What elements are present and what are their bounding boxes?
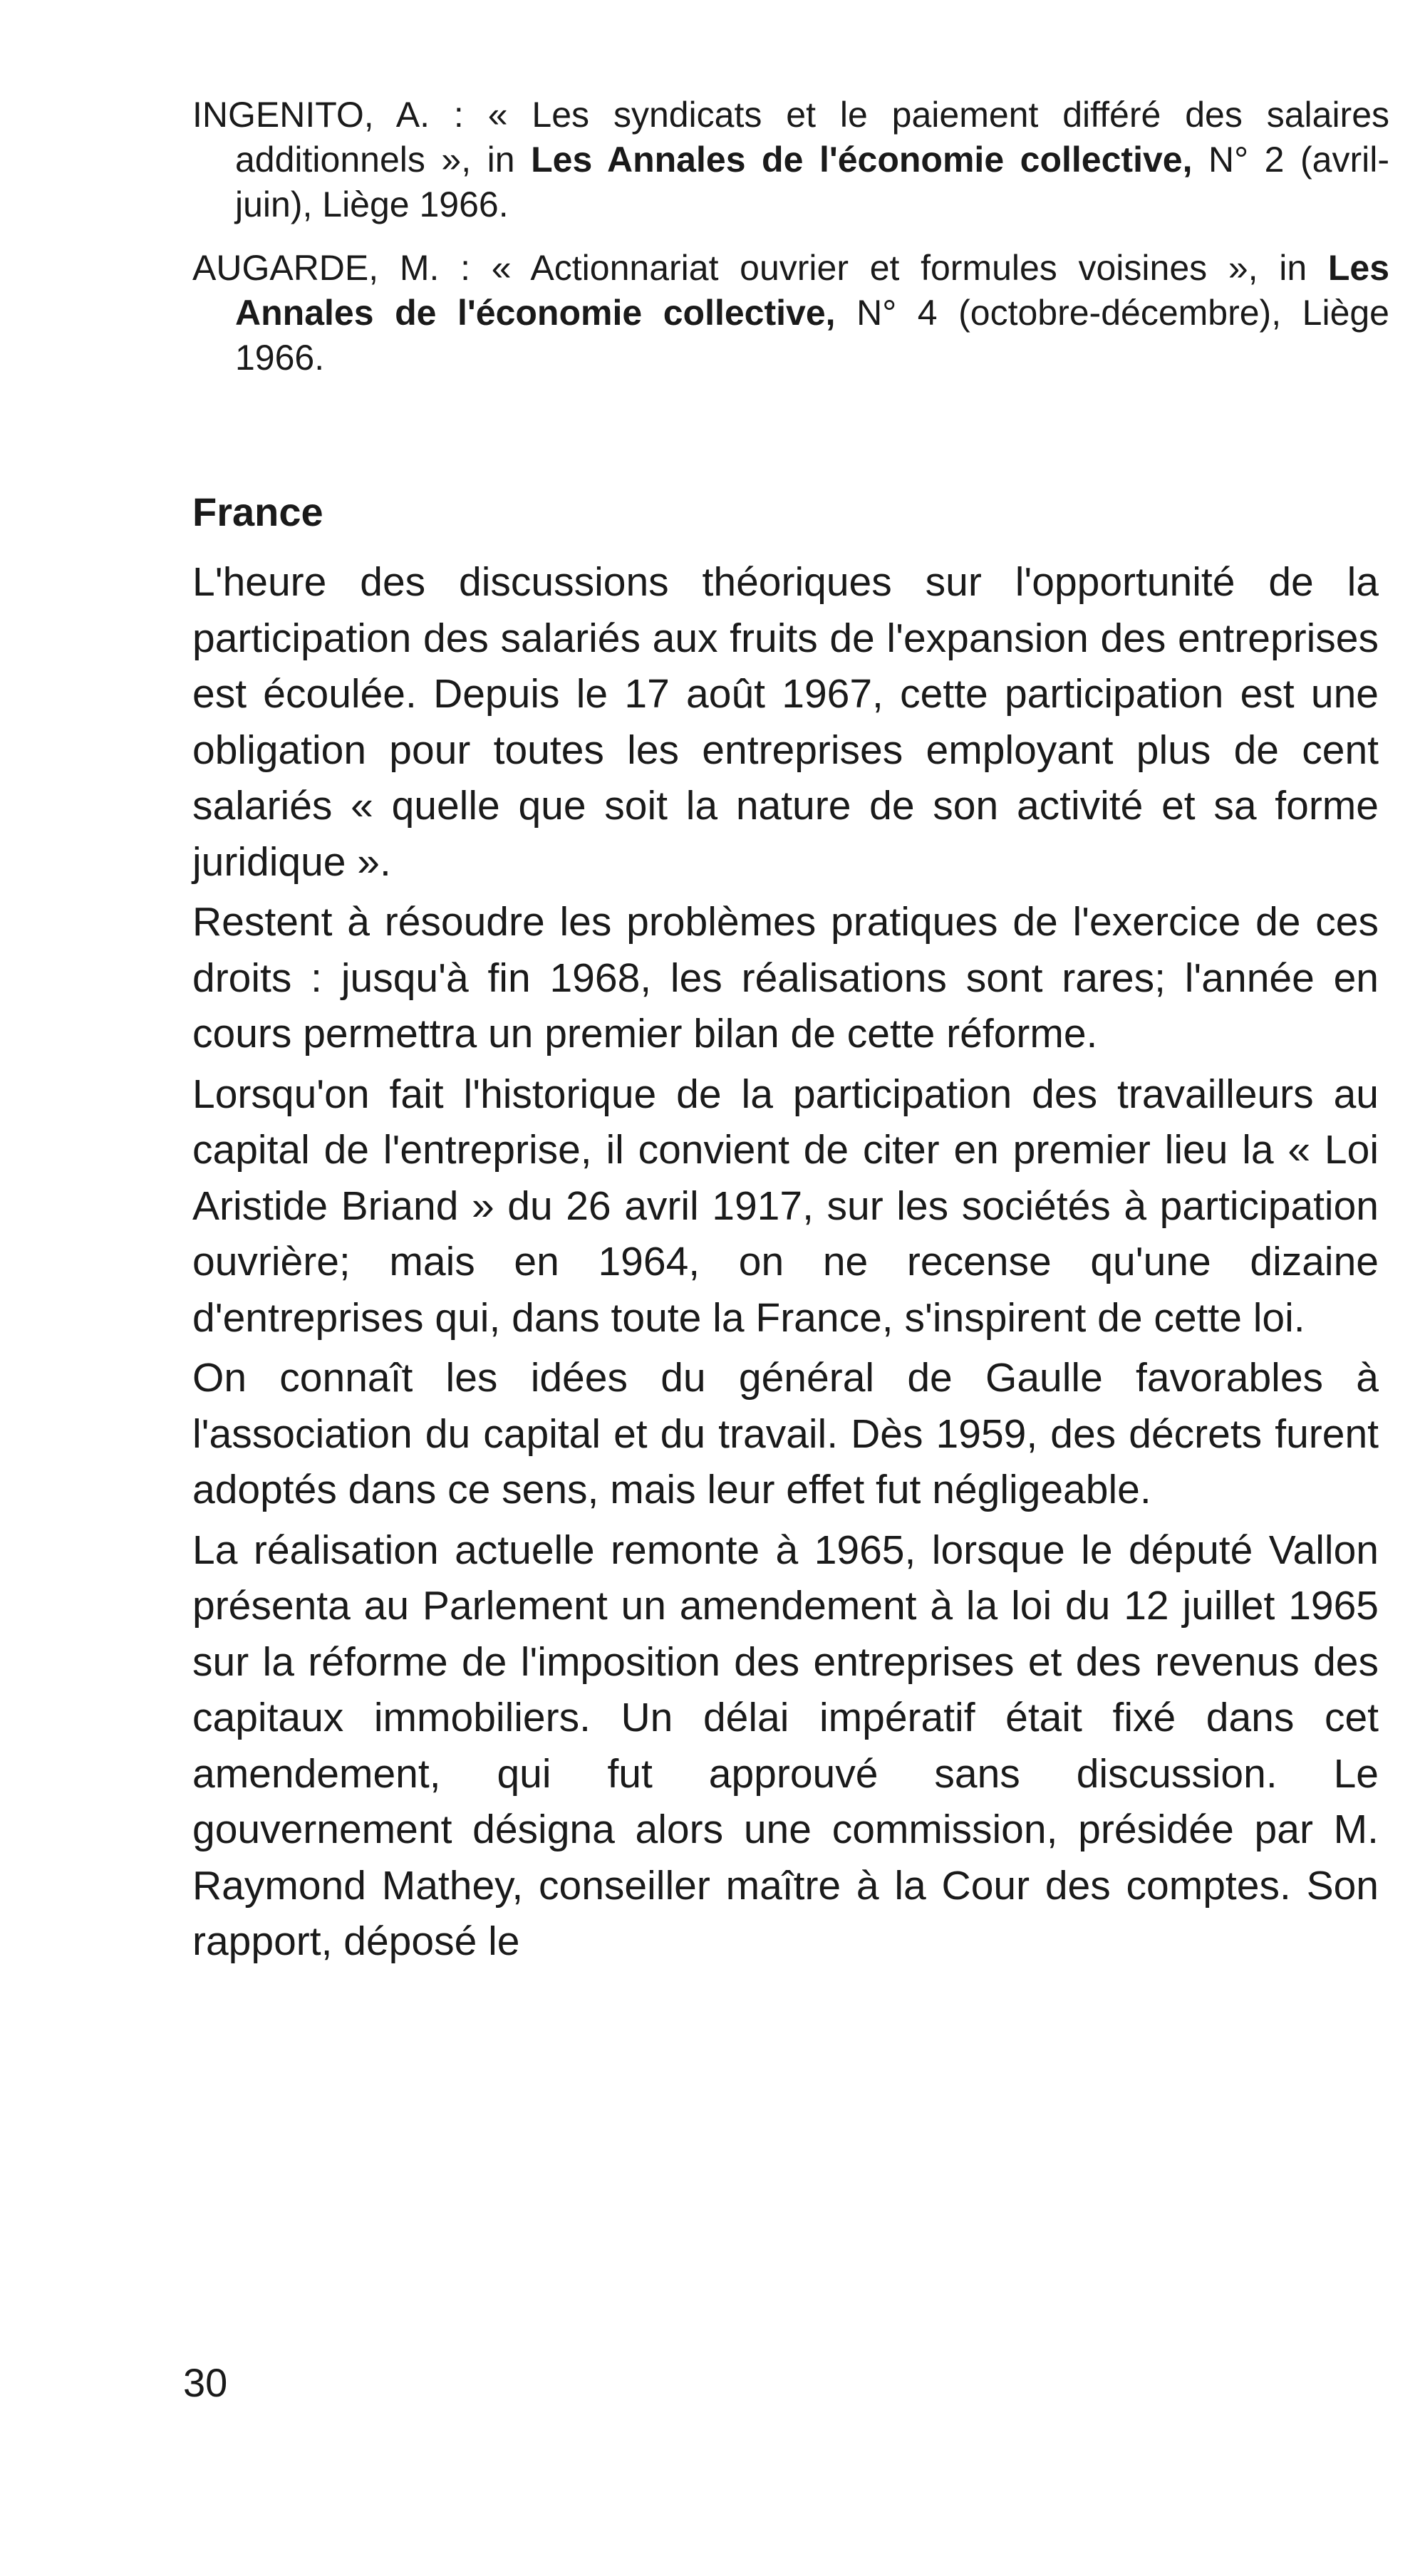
section-title: France bbox=[192, 489, 323, 534]
bibliography-author: AUGARDE, M. : bbox=[192, 248, 492, 288]
page-number: 30 bbox=[183, 2360, 228, 2405]
paragraph: Lorsqu'on fait l'historique de la participation des travailleurs au capital de l'entreprise, il convient de citer en premier lieu la « Loi Aristide Briand » du 26 avril 1917, sur les sociétés à participation ouvrière; mais en 1964, on ne recense qu'une dizaine d'entreprises qui, dans toute la France, s'inspirent de cette loi. bbox=[192, 1071, 1379, 1341]
bibliography-title: « Les syndicats et le paiement différé des salaires additionnels », in bbox=[235, 95, 1390, 180]
bibliography-details: N° 2 (avril-juin), Liège 1966. bbox=[235, 140, 1389, 224]
page-content bbox=[192, 93, 1389, 1974]
paragraph: L'heure des discussions théoriques sur l'opportunité de la participation des salariés aux fruits de l'expansion des entreprises est écoulée. Depuis le 17 août 1967, cette participation est une obligation pour toutes les entreprises employant plus de cent salariés « quelle que soit la nature de son activité et sa forme juridique ». bbox=[192, 559, 1379, 885]
bibliography-author: INGENITO, A. : bbox=[192, 95, 488, 135]
bibliography-entry bbox=[192, 93, 1389, 227]
paragraph: La réalisation actuelle remonte à 1965, lorsque le député Vallon présenta au Parlement un amendement à la loi du 12 juillet 1965 sur la réforme de l'imposition des entreprises et des revenus des capitaux immobiliers. Un délai impératif était fixé dans cet amendement, qui fut approuvé sans discussion. Le gouvernement désigna alors une commission, présidée par M. Raymond Mathey, conseiller maître à la Cour des comptes. Son rapport, déposé le bbox=[192, 1527, 1379, 1964]
body-text bbox=[192, 554, 1389, 1970]
bibliography-list bbox=[192, 93, 1389, 380]
paragraph: Restent à résoudre les problèmes pratiques de l'exercice de ces droits : jusqu'à fin 1968, les réalisations sont rares; l'année en cours permettra un premier bilan de cette réforme. bbox=[192, 899, 1379, 1056]
paragraph: On connaît les idées du général de Gaulle favorables à l'association du capital et du travail. Dès 1959, des décrets furent adoptés dans ce sens, mais leur effet fut négligeable. bbox=[192, 1355, 1379, 1512]
bibliography-title: « Actionnariat ouvrier et formules voisines », in bbox=[491, 248, 1328, 288]
bibliography-journal: Les Annales de l'économie collective, bbox=[531, 140, 1193, 180]
bibliography-journal: Les Annales de l'économie collective, bbox=[235, 248, 1390, 333]
bibliography-details: N° 4 (octobre-décembre), Liège 1966. bbox=[235, 293, 1389, 378]
bibliography-entry bbox=[192, 246, 1389, 380]
